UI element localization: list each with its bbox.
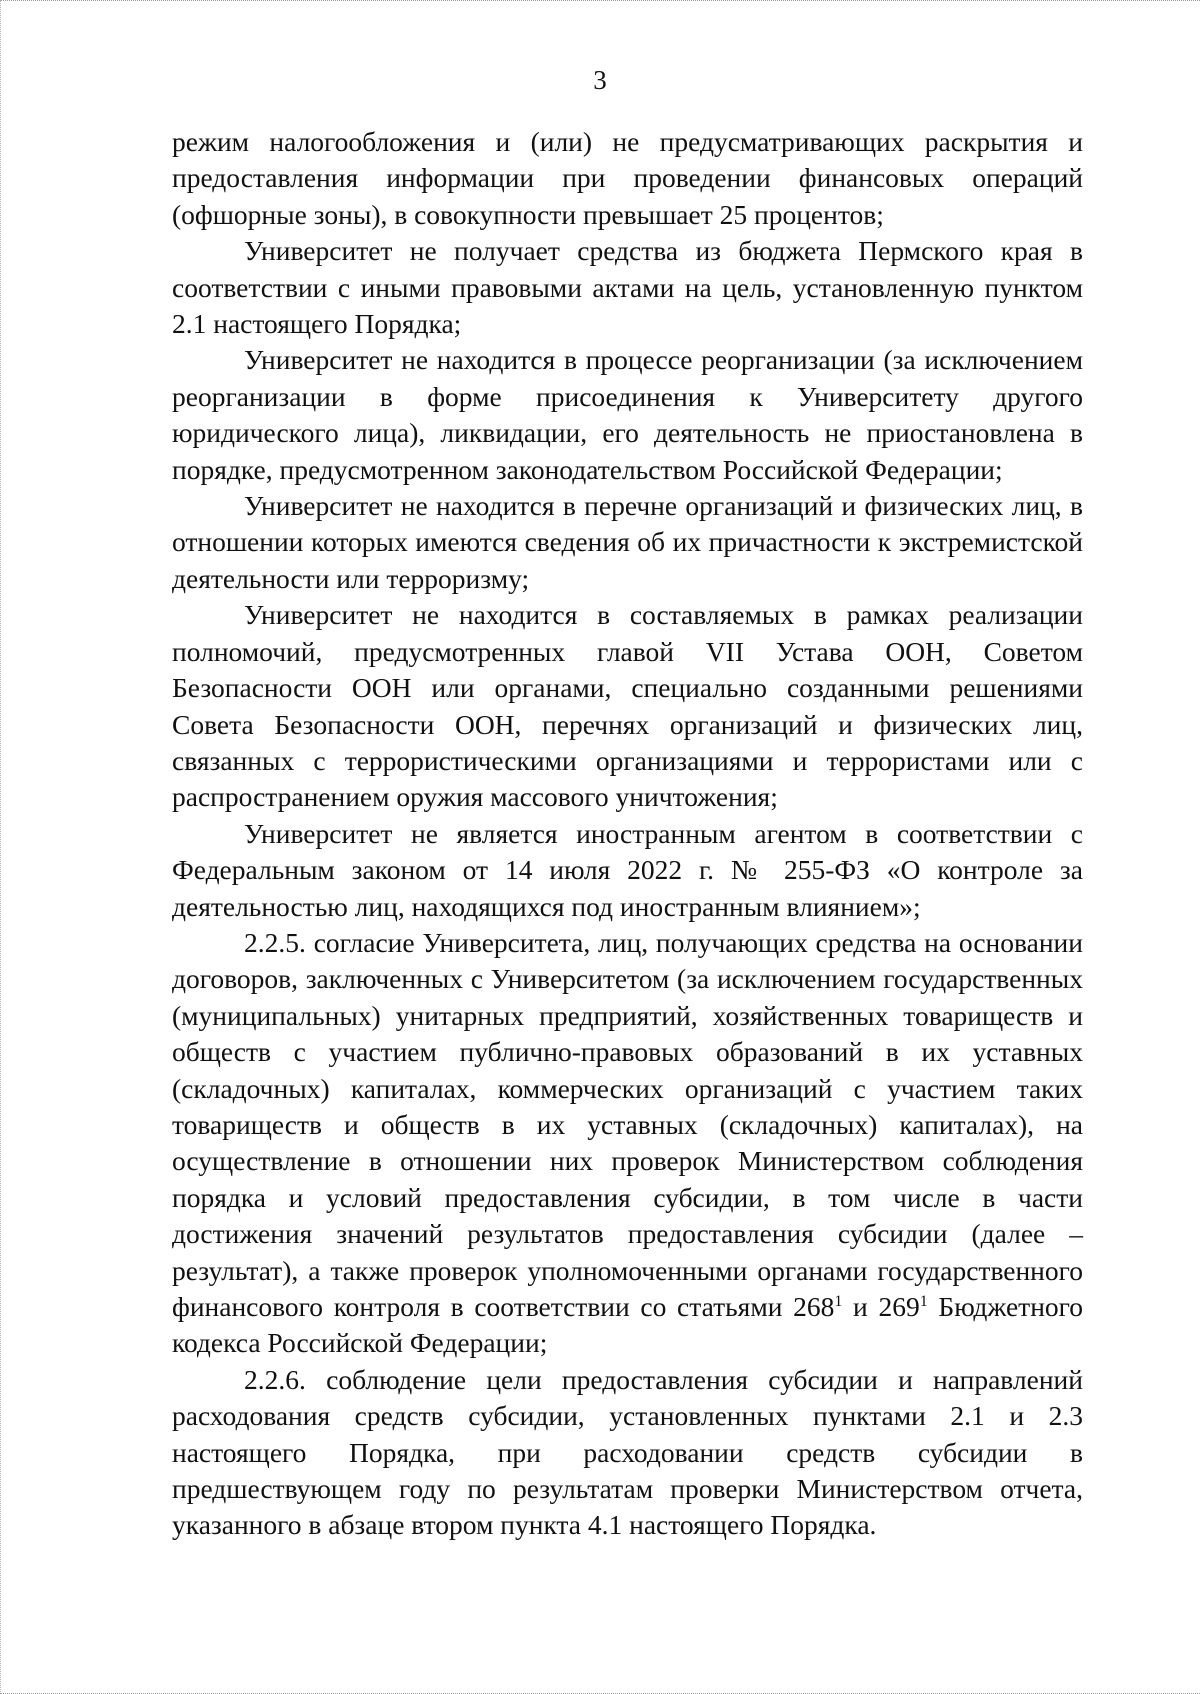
paragraph-2-2-5-mid: и 269 <box>842 1291 920 1322</box>
paragraph-foreign-agent: Университет не является иностранным агентом в соответствии с Федеральным законом от 14 июля 2022 г. № 255-ФЗ «О контроле за деятельностью лиц, находящихся под иностранным влиянием»; <box>172 817 1083 922</box>
superscript-269: 1 <box>919 1293 928 1310</box>
paragraph-budget-funds: Университет не получает средства из бюджета Пермского края в соответствии с иными правовыми актами на цель, установленную пунктом 2.1 настоящего Порядка; <box>172 235 1083 340</box>
page-number: 3 <box>593 65 607 95</box>
paragraph-2-2-5-main: 2.2.5. согласие Университета, лиц, получающих средства на основании договоров, заключенных с Университетом (за исключением государственных (муниципальных) унитарных предприятий, хозяйственных товариществ и обществ с участием публично-правовых образований в их уставных (складочных) капиталах, коммерческих организаций с участием таких товариществ и обществ в их уставных (складочных) капиталах), на осуществление в отношении них проверок Министерством соблюдения порядка и условий предоставления субсидии, в том числе в части достижения значений результатов предоставления субсидии (далее – результат), а также проверок уполномоченными органами государственного финансового контроля в соответствии со статьями 268 <box>172 926 1083 1322</box>
paragraph-un-security-council: Университет не находится в составляемых в рамках реализации полномочий, предусмотренных главой VII Устава ООН, Советом Безопасности ООН или органами, специально созданными решениями Совета Безопасности ООН, перечнях организаций и физических лиц, связанных с террористическими организациями и террористами или с распространением оружия массового уничтожения; <box>172 599 1083 813</box>
document-body <box>172 124 1083 1544</box>
superscript-268: 1 <box>834 1293 843 1310</box>
paragraph-2-2-5-consent <box>172 925 1083 1362</box>
paragraph-2-2-5-end: Бюджетного кодекса Российской Федерации; <box>172 1291 1084 1359</box>
paragraph-extremism-list: Университет не находится в перечне организаций и физических лиц, в отношении которых имеются сведения об их причастности к экстремистской деятельности или терроризму; <box>172 490 1083 594</box>
paragraph-reorganization: Университет не находится в процессе реорганизации (за исключением реорганизации в форме присоединения к Университету другого юридического лица), ликвидации, его деятельность не приостановлена в порядке, предусмотренном законодательством Российской Федерации; <box>172 344 1083 485</box>
scan-edge-left <box>0 0 3 1694</box>
scan-edge-top <box>0 0 1200 3</box>
paragraph-2-2-6-compliance: 2.2.6. соблюдение цели предоставления субсидии и направлений расходования средств субсидии, установленных пунктами 2.1 и 2.3 настоящего Порядка, при расходовании средств субсидии в предшествующем году по результатам проверки Министерством отчета, указанного в абзаце втором пункта 4.1 настоящего Порядка. <box>172 1363 1083 1541</box>
paragraph-offshore-zones: режим налогообложения и (или) не предусматривающих раскрытия и предоставления информации при проведении финансовых операций (офшорные зоны), в совокупности превышает 25 процентов; <box>172 126 1083 230</box>
